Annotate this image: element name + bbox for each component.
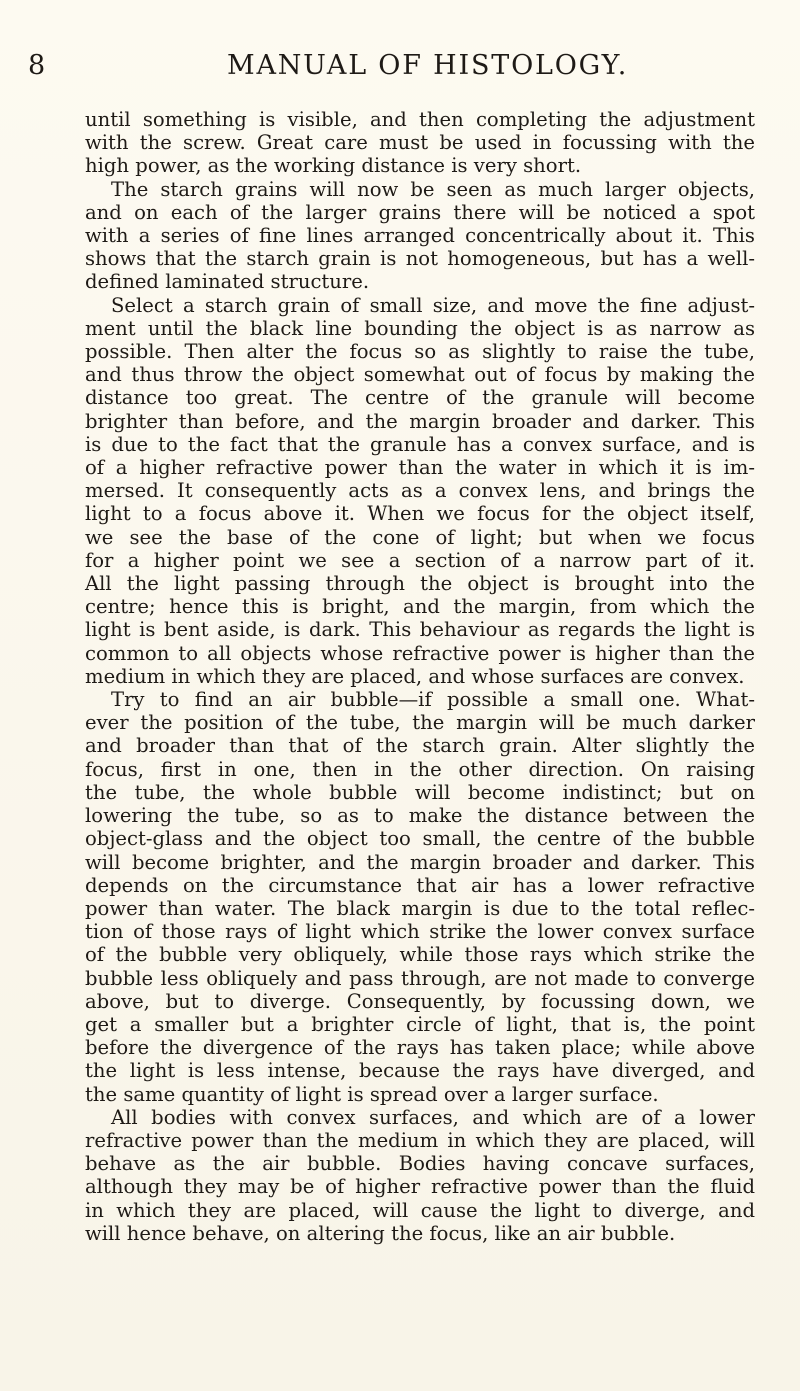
text-line: and thus throw the object somewhat out of focus by making the [85,363,755,387]
text-line: the light is less intense, because the rays have diverged, and [85,1059,755,1083]
text-line: behave as the air bubble. Bodies having concave surfaces, [85,1152,755,1176]
text-line: ment until the black line bounding the object is as narrow as [85,316,755,340]
text-line: depends on the circumstance that air has a lower refractive [85,873,755,897]
running-title: MANUAL OF HISTOLOGY. [227,50,629,81]
text-line: The starch grains will now be seen as much larger objects, [111,177,755,201]
text-line: power than water. The black margin is due to the total reflec- [85,896,755,920]
text-line: for a higher point we see a section of a narrow part of it. [85,548,755,572]
paragraph [85,294,755,688]
page-header [28,46,760,86]
paragraph [85,688,755,1106]
text-line: light to a focus above it. When we focus for the object itself, [85,502,755,526]
text-line: get a smaller but a brighter circle of light, that is, the point [85,1012,755,1036]
text-line: light is bent aside, is dark. This behaviour as regards the light is [85,618,755,642]
text-line: focus, first in one, then in the other direction. On raising [85,757,755,781]
text-line: will become brighter, and the margin broader and darker. This [85,850,755,874]
text-line: centre; hence this is bright, and the margin, from which the [85,595,755,619]
paragraph [85,1106,755,1245]
text-line: above, but to diverge. Consequently, by focussing down, we [85,989,755,1013]
text-line: refractive power than the medium in which they are placed, will [85,1128,755,1152]
text-line: defined laminated structure. [85,270,370,294]
text-line: with a series of fine lines arranged concentrically about it. This [85,224,755,248]
text-line: until something is visible, and then completing the adjustment [85,108,755,131]
text-line: the same quantity of light is spread over a larger surface. [85,1082,659,1106]
text-line: of the bubble very obliquely, while those rays which strike the [85,943,755,967]
text-line: lowering the tube, so as to make the distance between the [85,804,755,828]
text-line: distance too great. The centre of the granule will become [85,386,755,410]
text-line: although they may be of higher refractive power than the fluid [85,1175,755,1199]
text-line: in which they are placed, will cause the light to diverge, and [85,1198,755,1222]
paragraph [85,178,755,294]
page-number: 8 [28,50,46,81]
text-line: mersed. It consequently acts as a convex lens, and brings the [85,479,755,503]
text-line: is due to the fact that the granule has a convex surface, and is [85,432,755,456]
text-line: will hence behave, on altering the focus, like an air bubble. [85,1221,676,1245]
text-line: and broader than that of the starch grain. Alter slightly the [85,734,755,758]
text-line: with the screw. Great care must be used in focussing with the [85,131,755,155]
text-line: All bodies with convex surfaces, and which are of a lower [111,1105,755,1129]
text-line: All the light passing through the object is brought into the [85,572,755,596]
text-line: tion of those rays of light which strike the lower convex surface [85,920,755,944]
text-line: of a higher refractive power than the water in which it is im- [85,456,755,480]
text-line: possible. Then alter the focus so as slightly to raise the tube, [85,340,755,364]
text-line: brighter than before, and the margin broader and darker. This [85,409,755,433]
text-line: medium in which they are placed, and whose surfaces are convex. [85,664,745,688]
text-line: bubble less obliquely and pass through, are not made to converge [85,966,755,990]
text-line: Try to find an air bubble—if possible a small one. What- [111,688,755,712]
text-line: and on each of the larger grains there will be noticed a spot [85,200,755,224]
text-line: Select a starch grain of small size, and move the fine adjust- [111,293,755,317]
paragraph [85,108,755,178]
text-line: object-glass and the object too small, the centre of the bubble [85,827,755,851]
text-line: before the divergence of the rays has taken place; while above [85,1036,755,1060]
text-line: ever the position of the tube, the margin will be much darker [85,711,755,735]
body-text [85,108,755,1245]
text-line: shows that the starch grain is not homogeneous, but has a well- [85,247,755,271]
text-line: the tube, the whole bubble will become indistinct; but on [85,780,755,804]
text-line: we see the base of the cone of light; but when we focus [85,525,755,549]
text-line: common to all objects whose refractive power is higher than the [85,641,755,665]
text-line: high power, as the working distance is very short. [85,154,582,178]
